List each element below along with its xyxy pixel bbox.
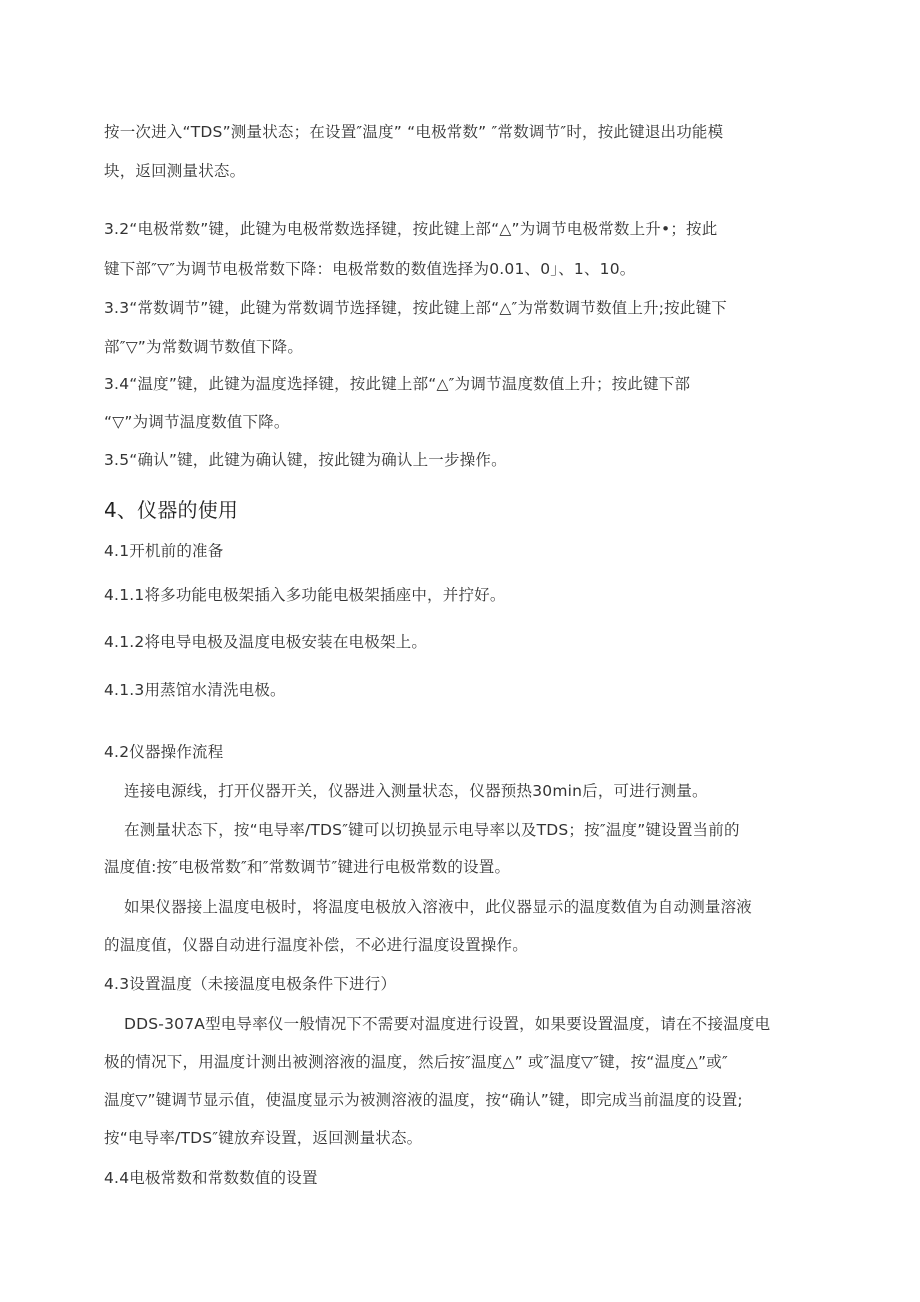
text-line: 按一次进入“TDS”测量状态；在设置″温度” “电极常数” ″常数调节″时，按此键退出功能模 xyxy=(104,123,724,141)
text-line: 4.1.1将多功能电极架插入多功能电极架插座中，并拧好。 xyxy=(104,586,506,604)
text-line: 键下部″▽″为调节电极常数下降：电极常数的数值选择为0.01、0」、1、10。 xyxy=(104,260,636,278)
text-line: 部″▽”为常数调节数值下降。 xyxy=(104,338,304,356)
text-line: 3.5“确认”键，此键为确认键，按此键为确认上一步操作。 xyxy=(104,451,507,469)
subsection-heading: 4.2仪器操作流程 xyxy=(104,743,224,761)
section-heading: 4、仪器的使用 xyxy=(104,498,239,522)
text-line: 在测量状态下，按“电导率/TDS″键可以切换显示电导率以及TDS；按″温度”键设置当前的 xyxy=(124,821,740,839)
text-line: 极的情况下，用温度计测出被测溶液的温度，然后按″温度△” 或″温度▽″键，按“温度△”或″ xyxy=(104,1053,728,1071)
text-line: 的温度值，仪器自动进行温度补偿，不必进行温度设置操作。 xyxy=(104,936,528,954)
text-line: 块，返回测量状态。 xyxy=(104,162,246,180)
text-line: DDS-307A型电导率仪一般情况下不需要对温度进行设置，如果要设置温度，请在不接温度电 xyxy=(124,1015,771,1033)
text-line: 如果仪器接上温度电极时，将温度电极放入溶液中，此仪器显示的温度数值为自动测量溶液 xyxy=(124,898,753,916)
text-line: 3.4“温度”键，此键为温度选择键，按此键上部“△″为调节温度数值上升；按此键下部 xyxy=(104,375,691,393)
subsection-heading: 4.4电极常数和常数数值的设置 xyxy=(104,1169,318,1187)
text-line: 4.1.2将电导电极及温度电极安装在电极架上。 xyxy=(104,633,428,651)
text-line: 按“电导率/TDS″键放弃设置，返回测量状态。 xyxy=(104,1129,423,1147)
text-line: 4.1.3用蒸馆水清洗电极。 xyxy=(104,681,286,699)
text-line: 温度值:按″电极常数″和″常数调节″键进行电极常数的设置。 xyxy=(104,858,511,876)
text-line: 温度▽”键调节显示值，使温度显示为被测溶液的温度，按“确认”键，即完成当前温度的设置; xyxy=(104,1091,743,1109)
text-line: 连接电源线，打开仪器开关，仪器进入测量状态，仪器预热30min后，可进行测量。 xyxy=(124,782,708,800)
subsection-heading: 4.3设置温度（未接温度电极条件下进行） xyxy=(104,975,397,993)
text-line: “▽”为调节温度数值下降。 xyxy=(104,413,290,431)
text-line: 3.3“常数调节”键，此键为常数调节选择键，按此键上部“△″为常数调节数值上升;按此键下 xyxy=(104,299,727,317)
text-line: 3.2“电极常数”键，此键为电极常数选择键，按此键上部“△”为调节电极常数上升•；按此 xyxy=(104,220,718,238)
subsection-heading: 4.1开机前的准备 xyxy=(104,542,224,560)
